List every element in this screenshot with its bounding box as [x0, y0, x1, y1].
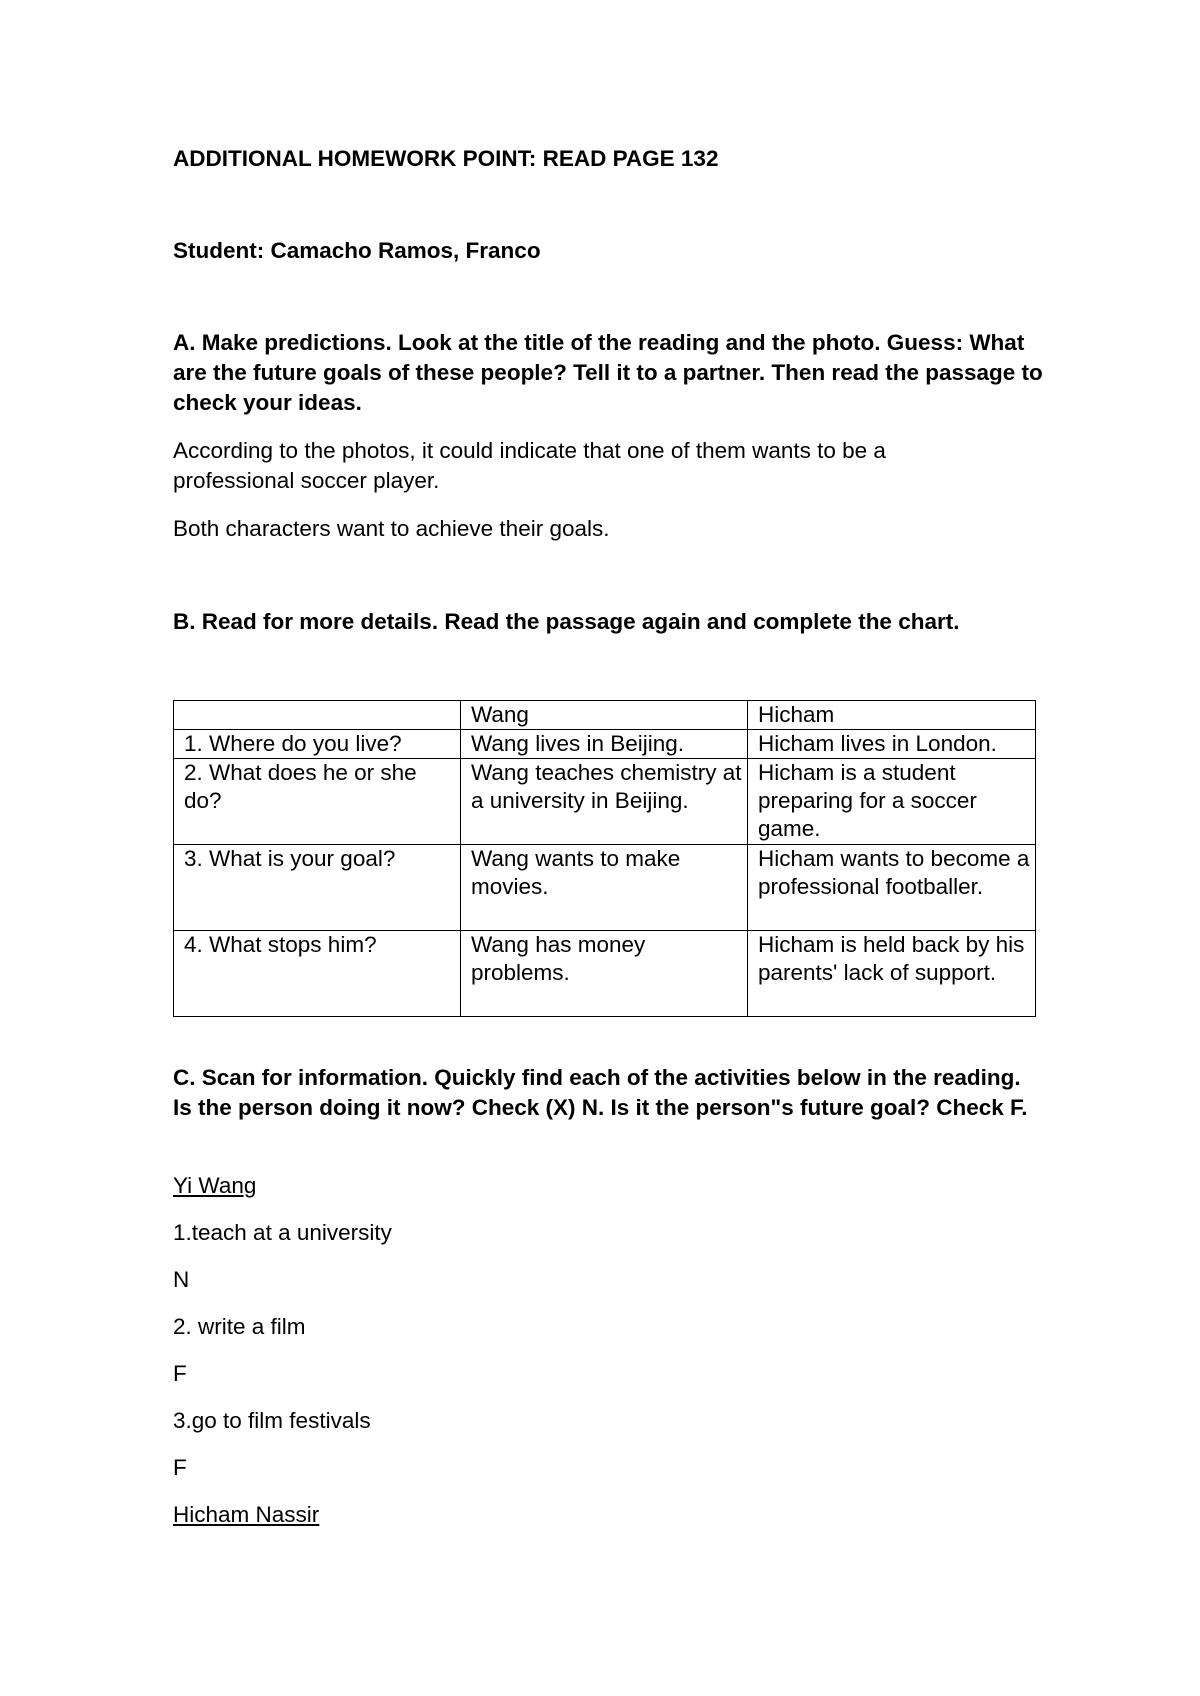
table-header-row — [174, 701, 1036, 730]
table-cell: Hicham is held back by his parents' lack of support. — [748, 931, 1036, 1017]
table-header-cell: Hicham — [748, 701, 1036, 730]
activity-item: 1.teach at a university — [173, 1220, 392, 1245]
table-cell: Hicham is a student preparing for a soccer game. — [748, 759, 1036, 845]
table-cell: 4. What stops him? — [174, 931, 461, 1017]
person-name-hicham-nassir: Hicham Nassir — [173, 1502, 320, 1527]
activity-answer: N — [173, 1267, 190, 1292]
section-a-answer-1: According to the photos, it could indicate that one of them wants to be a professional soccer player. — [173, 438, 886, 493]
section-b-prompt: B. Read for more details. Read the passage again and complete the chart. — [173, 609, 960, 634]
student-name: Student: Camacho Ramos, Franco — [173, 238, 541, 263]
table-row — [174, 931, 1036, 1017]
person-name-yi-wang: Yi Wang — [173, 1173, 257, 1198]
table-header-cell: Wang — [461, 701, 748, 730]
table-row — [174, 845, 1036, 931]
activity-answer: F — [173, 1455, 187, 1480]
details-chart — [173, 700, 1036, 1017]
table-cell: 2. What does he or she do? — [174, 759, 461, 845]
table-row — [174, 759, 1036, 845]
table-row — [174, 730, 1036, 759]
table-cell: Hicham lives in London. — [748, 730, 1036, 759]
table-cell: Wang wants to make movies. — [461, 845, 748, 931]
table-cell: 1. Where do you live? — [174, 730, 461, 759]
table-cell: Wang has money problems. — [461, 931, 748, 1017]
activity-answer: F — [173, 1361, 187, 1386]
table-cell: Wang teaches chemistry at a university in Beijing. — [461, 759, 748, 845]
table-cell: 3. What is your goal? — [174, 845, 461, 931]
section-c-prompt: C. Scan for information. Quickly find each of the activities below in the reading. Is the person doing it now? Check (X) N. Is it the person"s future goal? Check F. — [173, 1065, 1028, 1120]
page-title: ADDITIONAL HOMEWORK POINT: READ PAGE 132 — [173, 146, 719, 171]
table-header-cell — [174, 701, 461, 730]
section-a-prompt: A. Make predictions. Look at the title of the reading and the photo. Guess: What are the future goals of these people? Tell it to a partner. Then read the passage to check your ideas. — [173, 330, 1043, 415]
section-a-answer-2: Both characters want to achieve their goals. — [173, 516, 610, 541]
table-cell: Wang lives in Beijing. — [461, 730, 748, 759]
table-cell: Hicham wants to become a professional footballer. — [748, 845, 1036, 931]
activity-item: 3.go to film festivals — [173, 1408, 371, 1433]
activity-item: 2. write a film — [173, 1314, 306, 1339]
